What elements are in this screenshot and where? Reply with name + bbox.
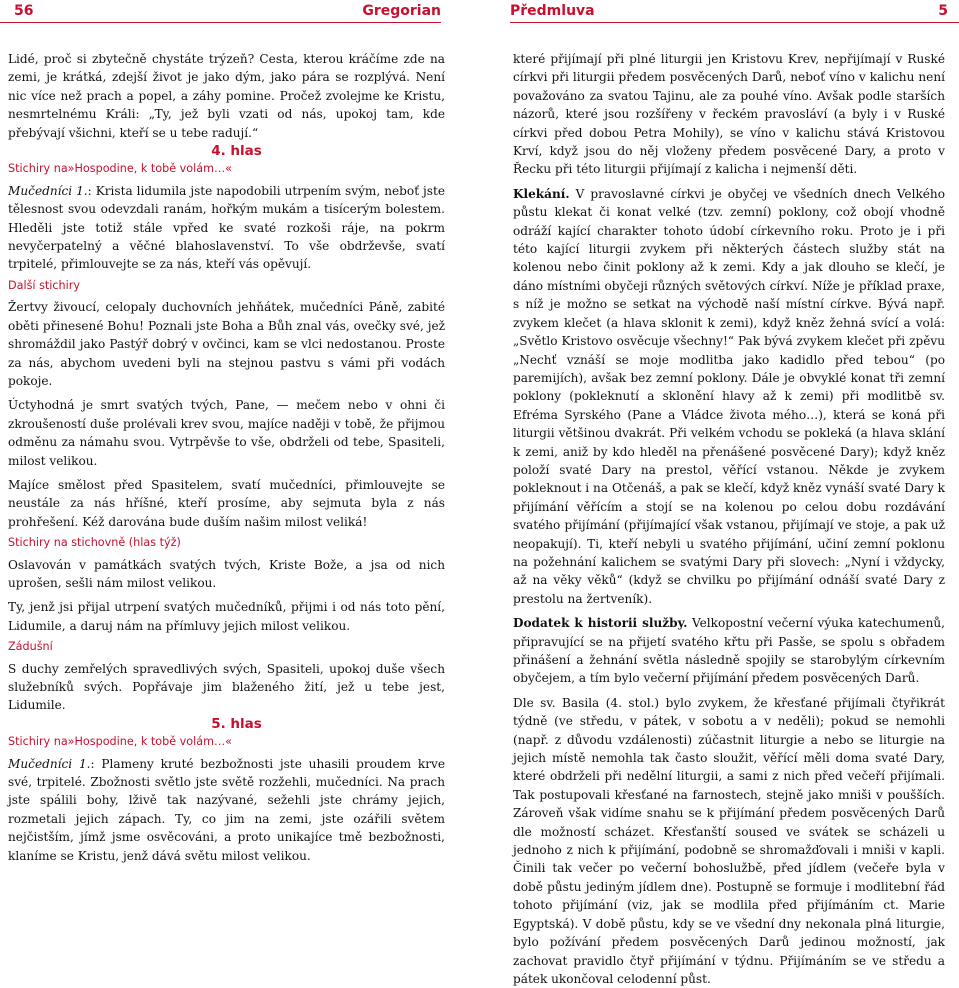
left-page-body <box>8 50 445 865</box>
tone-heading-4: 4. hlas <box>211 143 262 160</box>
intro-paragraph: Lidé, proč si zbytečně chystáte trýzeň? Cesta, kterou kráčíme zde na zemi, je krátká, zdejší život je jako dým, jako pára se rozplývá. Není nic více než prach a popel, a záhy pomine. Pročež zvolejme ke Kristu, nesmrtelnému Králi: „Ty, jež byli vzati od nás, upokoj tam, kde přebývají všichni, kteří se u tebe radují.“ <box>8 52 445 140</box>
martyrs-text: : Krista lidumila jste napodobili utrpením svým, neboť jste tělesnost svou odevzdali ranám, hořkým mukám a tisícerým bolestem. Hleděli jste totiž stále vpřed ke svaté rozkoši ráje, na pokrm nevyčerpatelný a věčné blahoslavenství. To vše obdrževše, svatí trpitelé, přimlouvejte se za nás, kteří vás opěvují. <box>8 183 445 272</box>
martyrs-label: Mučedníci 1. <box>8 183 88 198</box>
departed-rubric: Zádušní <box>8 640 53 654</box>
left-page-number: 56 <box>14 3 34 19</box>
martyrs-paragraph-1 <box>8 182 445 274</box>
dodatek-heading: Dodatek k historii služby. <box>513 616 688 631</box>
oslavovan-paragraph: Oslavován v památkách svatých tvých, Kriste Bože, a jsa od nich uprošen, sešli nám milost velikou. <box>8 557 445 590</box>
zertvy-paragraph: Žertvy živoucí, celopaly duchovních jehňátek, mučedníci Páně, zabité oběti přinesené Bohu! Poznali jste Boha a Bůh znal vás, ovečky své, jež shromáždil jako Pastýř dobrý v ovčinci, kam se vlci nedostanou. Proste za nás, abychom uvedeni byli na stejnou pastvu s vámi při vodách pokoje. <box>8 300 445 388</box>
martyrs-label-2: Mučedníci 1. <box>8 756 91 771</box>
right-header-rule <box>510 22 959 23</box>
right-running-title: Předmluva <box>510 3 595 19</box>
right-page-number: 5 <box>938 3 948 19</box>
right-page-header <box>510 0 948 22</box>
right-page-body <box>513 50 945 988</box>
aposticha-rubric: Stichiry na stichovně (hlas týž) <box>8 536 181 550</box>
klekani-heading: Klekání. <box>513 186 570 201</box>
tone-heading-5: 5. hlas <box>211 715 262 732</box>
stichiry-rubric: Stichiry na»Hospodine, k tobě volám…« <box>8 162 233 176</box>
uctyhodna-paragraph: Úctyhodná je smrt svatých tvých, Pane, — mečem nebo v ohni či zkroušeností duše prolévali krev svou, majíce naději v tobě, že přijmou odměnu za námahu svou. Vytrpěvše to vše, obdrželi od tebe, Spasiteli, milost velikou. <box>8 398 445 468</box>
departed-paragraph: S duchy zemřelých spravedlivých svých, Spasiteli, upokoj duše všech služebníků svých. Popřávaje jim blaženého žití, jež u tebe jest, Lidumile. <box>8 661 445 713</box>
left-page-header <box>14 0 441 22</box>
ty-paragraph: Ty, jenž jsi přijal utrpení svatých mučedníků, přijmi i od nás toto pění, Lidumile, a daruj nám na přímluvy jejich milost velikou. <box>8 600 445 633</box>
left-running-title: Gregorian <box>362 3 441 19</box>
klekani-paragraph <box>513 185 945 608</box>
running-header <box>0 0 959 22</box>
martyrs-paragraph-2 <box>8 755 445 865</box>
further-stichiry-rubric: Další stichiry <box>8 278 80 292</box>
left-header-rule <box>0 22 441 23</box>
basil-paragraph: Dle sv. Basila (4. stol.) bylo zvykem, že křesťané přijímali čtyřikrát týdně (ve středu, v pátek, v sobotu a v neděli); pokud se nemohli (např. z důvodu vzdálenosti) zúčastnit liturgie a nebo se liturgie na jejich místě nemohla tak často sloužit, věřící měli doma svaté Dary, které obdrželi při nedělní liturgii, a sami z nich před večeří přijímali. Tak postupovali křesťané na farnostech, stejně jako mniši v poušších. Zároveň však vidíme snahu se k přijímání předem posvěcených Darů dle možností scházet. Křesťanští soused ve svátek se scházeli u jednoho z nich k přijímání, podobně se shromažďovali i mniši v kapli. Činili tak večer po večerní bohoslužbě, před jídlem (večeře byla v době půstu jediným jídlem dne). Postupně se formuje i modlitební řád tohoto přijímání (viz, jak se modlila před přijímáním ct. Marie Egyptská). V době půstu, kdy se ve všední dny nekonala plná liturgie, bylo požívání předem posvěcených Darů jedinou možností, jak zachovat pravidlo čtyř přijímání v týdnu. Přijímáním se ve středu a pátek ukončoval celodenní půst. <box>513 695 945 986</box>
klekani-text: V pravoslavné církvi je obyčej ve všedních dnech Velkého půstu klekat či konat velké (tzv. zemní) poklony, což obojí vhodně odráží kající charakter tohoto údobí církevního roku. Proto je i při této kající liturgii zvykem při některých částech služby stát na kolenou nebo činit poklony až k zemi. Kdy a jak dlouho se klečí, je dáno místními obyčeji různých světových církví. Níže je příklad praxe, s níž je možno se setkat na východě naší místní církve. Bývá např. zvykem klečet (a hlava sklonit k zemi), když kněz žehná svící a volá: „Světlo Kristovo osvěcuje všechny!“ Pak bývá zvykem klečet při zpěvu „Nechť vznáší se moje modlitba jako kadidlo před tebou“ (po paremijích), avšak bez zemní poklony. Dále je obvyklé konat tři zemní poklony (pokleknutí a sklonění hlavy až k zemi) při modlitbě sv. Efréma Syrského (Pane a Vládce života mého…), která se koná při liturgii většinou dvakrát. Při velkém vchodu se pokleká (a hlava sklání k zemi, aniž by kdo hleděl na přenášené posvěcené Dary); když kněz položí svaté Dary na prestol, věřící vstanou. Někde je zvykem pokleknout i na Otčenáš, a pak se klečí, když kněz vynáší svaté Dary k přijímání věřícím a stojí se na kolenou po celou dobu rozdávání svatého přijímání (přijímající však vstanou, přijímají ve stoje, a pak už neopakují). Ti, kteří nebyli u svatého přijímání, učiní zemní poklonu na požehnání kalichem se svatými Dary při slovech: „Nyní i vždycky, až na věky věků“ (když se chvilku po přijímání odnáší svaté Dary z prestolu na žertveník). <box>513 186 945 606</box>
dodatek-paragraph <box>513 614 945 688</box>
stichiry-rubric-2: Stichiry na»Hospodine, k tobě volám…« <box>8 735 233 749</box>
majice-paragraph: Majíce smělost před Spasitelem, svatí mučedníci, přimlouvejte se neustále za nás hříšné, kteří prosíme, aby sejmuta byla z nás prohřešení. Kéž darována bude duším našim milost veliká! <box>8 477 445 529</box>
martyrs-text-2: : Plameny kruté bezbožnosti jste uhasili proudem krve své, trpitelé. Zbožnosti světlo jste světě rozžehli, mučedníci. Na prach jste spálili bohy, lživě tak nazývané, sežehli jste chrámy jejich, rozmetali jejich zápach. Ty, co jim na zemi, jste ozářili světem nejčistším, jímž jsme osvěcováni, a proto unikajíce tmě bezbožnosti, klaníme se Kristu, jenž dává světu milost velikou. <box>8 756 445 863</box>
dodatek-text: Velkopostní večerní výuka katechumenů, připravující se na přijetí svatého křtu při Pasše, se spolu s obřadem přinášení a žehnání světla následně spojily se starobylým církevním obyčejem, a tím bylo večerní přijímání předem posvěcených Darů. <box>513 616 946 686</box>
communion-paragraph: které přijímají při plné liturgii jen Kristovu Krev, nepřijímají v Ruské církvi při liturgii předem posvěcených Darů, neboť víno v kalichu není považováno za svatou Tajinu, ale za pouhé víno. Avšak podle starších názorů, které jsou rozšířeny v řeckém pravosláví (a byly i v Ruské církvi před dobou Petra Mohily), se víno v kalichu stává Kristovou Krví, když jsou do něj vloženy předem posvěcené Dary, a proto v Řecku při této liturgii přijímají z kalicha i nejmenší děti. <box>513 52 945 177</box>
